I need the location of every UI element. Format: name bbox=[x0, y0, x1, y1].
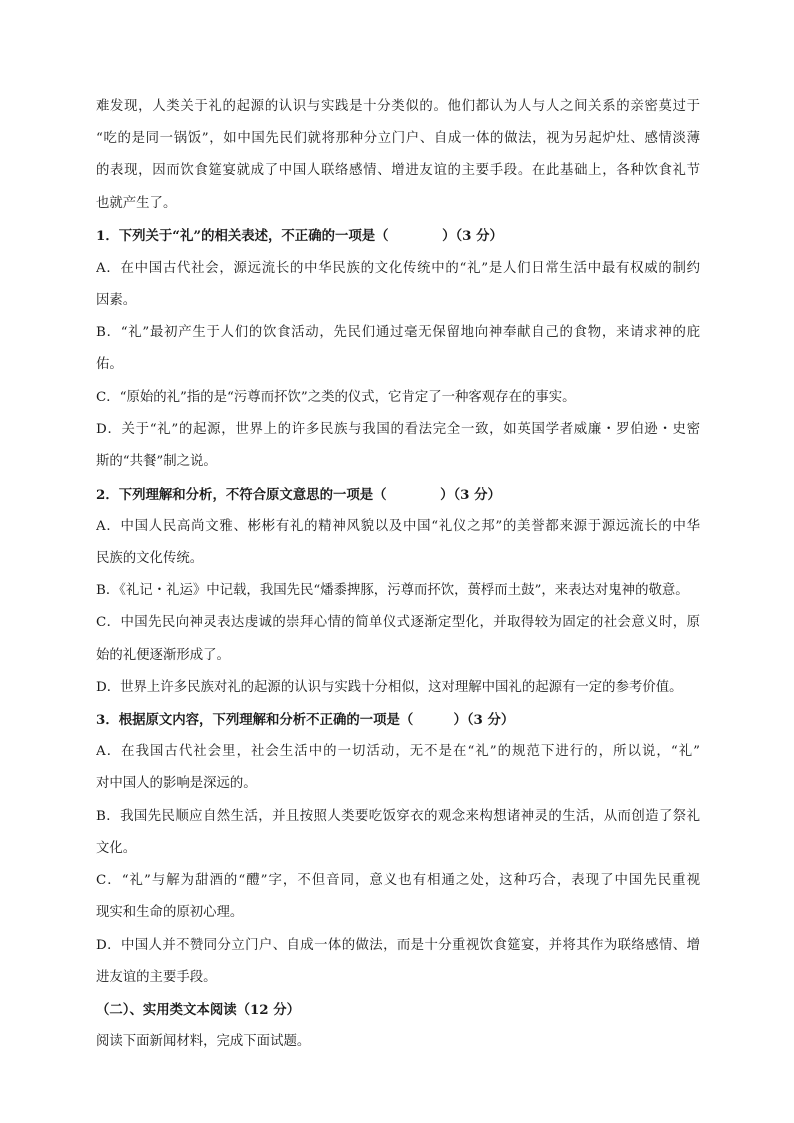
q1-option-a-cont: 因素。 bbox=[96, 293, 137, 308]
q2-option-c: C．中国先民向神灵表达虔诚的崇拜心情的简单仪式逐渐定型化，并取得较为固定的社会意义时，原 bbox=[96, 615, 700, 630]
q3-option-b-cont: 文化。 bbox=[96, 841, 137, 856]
q1-option-a: A．在中国古代社会，源远流长的中华民族的文化传统中的“礼”是人们日常生活中最有权威的制约 bbox=[96, 261, 700, 276]
question-2-stem: 2．下列理解和分析，不符合原文意思的一项是（ ）（3 分） bbox=[96, 487, 501, 503]
q2-option-c-cont: 始的礼便逐渐形成了。 bbox=[96, 648, 230, 663]
q2-option-b: B．《礼记・礼运》中记载，我国先民“燔黍捭豚，污尊而抔饮，蒉桴而土鼓”，来表达对鬼神的敬意。 bbox=[96, 583, 689, 598]
q3-option-a: A．在我国古代社会里，社会生活中的一切活动，无不是在“礼”的规范下进行的，所以说，“礼” bbox=[96, 744, 700, 759]
question-1-stem: 1．下列关于“礼”的相关表述，不正确的一项是（ ）（3 分） bbox=[96, 228, 503, 244]
passage-line: 也就产生了。 bbox=[96, 196, 177, 211]
q3-option-c: C．“礼”与解为甜酒的“醴”字，不但音同，意义也有相通之处，这种巧合，表现了中国先民重视 bbox=[96, 873, 700, 888]
passage-line: 难发现，人类关于礼的起源的认识与实践是十分类似的。他们都认为人与人之间关系的亲密莫过于 bbox=[96, 99, 700, 114]
q3-option-c-cont: 现实和生命的原初心理。 bbox=[96, 905, 244, 920]
q3-option-d: D．中国人并不赞同分立门户、自成一体的做法，而是十分重视饮食筵宴，并将其作为联络感情、增 bbox=[96, 938, 700, 953]
passage-line: 的表现，因而饮食筵宴就成了中国人联络感情、增进友谊的主要手段。在此基础上，各种饮食礼节 bbox=[96, 163, 700, 178]
q2-option-d: D．世界上许多民族对礼的起源的认识与实践十分相似，这对理解中国礼的起源有一定的参考价值。 bbox=[96, 680, 683, 695]
q1-option-b-cont: 佑。 bbox=[96, 357, 123, 372]
section-instruction: 阅读下面新闻材料，完成下面试题。 bbox=[96, 1034, 311, 1049]
q2-option-a: A．中国人民高尚文雅、彬彬有礼的精神风貌以及中国“礼仪之邦”的美誉都来源于源远流长的中华 bbox=[96, 519, 700, 534]
q2-option-a-cont: 民族的文化传统。 bbox=[96, 551, 204, 566]
section-heading: （二）、实用类文本阅读（12 分） bbox=[96, 1002, 301, 1018]
q1-option-b: B．“礼”最初产生于人们的饮食活动，先民们通过毫无保留地向神奉献自己的食物，来请求神的庇 bbox=[96, 325, 700, 340]
q3-option-d-cont: 进友谊的主要手段。 bbox=[96, 970, 217, 985]
q1-option-c: C．“原始的礼”指的是“污尊而抔饮”之类的仪式，它肯定了一种客观存在的事实。 bbox=[96, 390, 576, 405]
q3-option-a-cont: 对中国人的影响是深远的。 bbox=[96, 776, 257, 791]
question-3-stem: 3．根据原文内容，下列理解和分析不正确的一项是（ ）（3 分） bbox=[96, 712, 515, 728]
q3-option-b: B．我国先民顺应自然生活，并且按照人类要吃饭穿衣的观念来构想诸神灵的生活，从而创造了祭礼 bbox=[96, 809, 700, 824]
passage-line: “吃的是同一锅饭”，如中国先民们就将那种分立门户、自成一体的做法，视为另起炉灶、感情淡薄 bbox=[96, 131, 700, 146]
q1-option-d: D．关于“礼”的起源，世界上的许多民族与我国的看法完全一致，如英国学者威廉・罗伯逊・史密 bbox=[96, 422, 700, 437]
q1-option-d-cont: 斯的“共餐”制之说。 bbox=[96, 454, 217, 469]
